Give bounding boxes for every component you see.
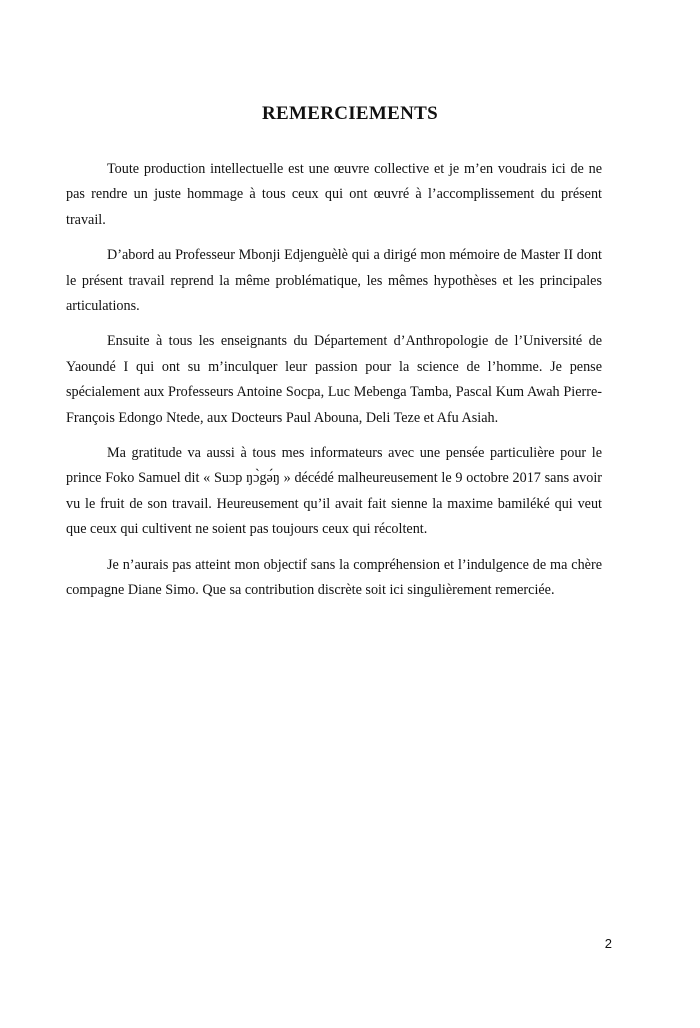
page-title: REMERCIEMENTS <box>262 103 438 124</box>
paragraph-partner: Je n’aurais pas atteint mon objectif sans la compréhension et l’indulgence de ma chère compagne Diane Simo. Que sa contribution discrète soit ici singulièrement remerciée. <box>66 556 602 599</box>
acknowledgements-body <box>66 157 602 614</box>
page-number: 2 <box>604 936 612 951</box>
paragraph-teachers: Ensuite à tous les enseignants du Département d’Anthropologie de l’Université de Yaoundé I qui ont su m’inculquer leur passion pour la science de l’homme. Je pense spécialement aux Professeurs Antoine Socpa, Luc Mebenga Tamba, Pascal Kum Awah Pierre-François Edongo Ntede, aux Docteurs Paul Abouna, Deli Teze et Afu Asiah. <box>66 333 602 426</box>
paragraph-intro: Toute production intellectuelle est une œuvre collective et je m’en voudrais ici de ne pas rendre un juste hommage à tous ceux qui ont œuvré à l’accomplissement du présent travail. <box>66 161 602 228</box>
paragraph-informants: Ma gratitude va aussi à tous mes informateurs avec une pensée particulière pour le prince Foko Samuel dit « Suɔp ŋɔ̀gə́ŋ » décédé malheureusement le 9 octobre 2017 sans avoir vu le fruit de son travail. Heureusement qu’il avait fait sienne la maxime bamiléké qui veut que ceux qui cultivent ne soient pas toujours ceux qui récoltent. <box>66 445 602 538</box>
paragraph-supervisor: D’abord au Professeur Mbonji Edjenguèlè qui a dirigé mon mémoire de Master II dont le présent travail reprend la même problématique, les mêmes hypothèses et les principales articulations. <box>66 247 602 315</box>
